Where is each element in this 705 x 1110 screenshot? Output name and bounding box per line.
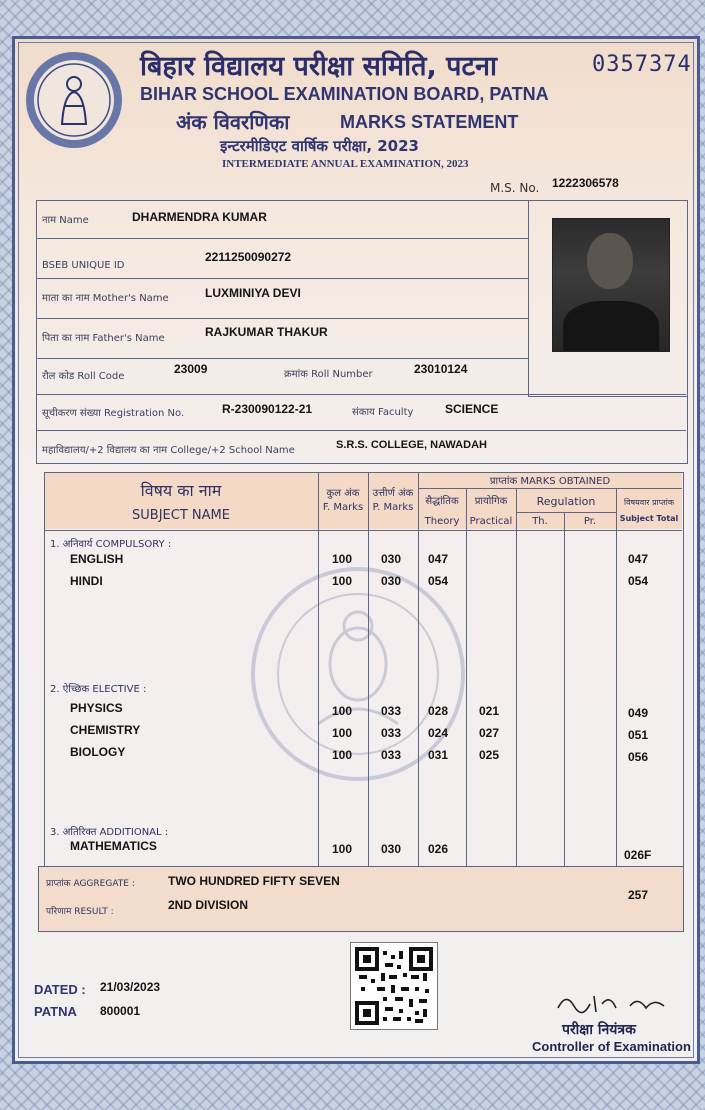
subject-name: PHYSICS <box>70 701 123 715</box>
father-name: RAJKUMAR THAKUR <box>205 325 328 339</box>
pass-marks: 030 <box>381 552 402 566</box>
practical-marks: 027 <box>479 726 500 740</box>
faculty-label: संकाय Faculty <box>352 407 414 418</box>
theory-marks: 031 <box>428 748 449 762</box>
marks-table <box>44 472 684 868</box>
board-logo <box>24 50 124 150</box>
name-label: नाम Name <box>42 215 89 226</box>
summary-box <box>38 866 684 932</box>
serial-number: 0357374 <box>592 52 692 77</box>
result-label: परिणाम RESULT : <box>46 907 114 917</box>
roll-number: 23010124 <box>414 362 468 376</box>
student-name: DHARMENDRA KUMAR <box>132 210 267 224</box>
regulation-header: Regulation <box>536 495 596 508</box>
dated-label: DATED : <box>34 982 86 997</box>
regulation-pr-header: Pr. <box>583 516 597 527</box>
pass-marks: 033 <box>381 704 402 718</box>
roll-number-label: क्रमांक Roll Number <box>284 369 373 380</box>
result-value: 2ND DIVISION <box>168 898 249 912</box>
pass-marks: 030 <box>381 574 402 588</box>
pass-marks: 033 <box>381 726 402 740</box>
group-additional: 3. अतिरिक्त ADDITIONAL : <box>50 827 169 838</box>
marks-statement-sheet <box>12 36 700 1064</box>
group-elective: 2. ऐच्छिक ELECTIVE : <box>50 684 147 695</box>
ms-number-label: M.S. No. <box>490 181 540 195</box>
subject-total: 026F <box>624 848 652 862</box>
theory-header-hindi: सैद्धांतिक <box>425 496 459 507</box>
roll-code: 23009 <box>174 362 208 376</box>
pmarks-header-english: P. Marks <box>372 502 414 513</box>
subject-name: ENGLISH <box>70 552 124 566</box>
aggregate-label: प्राप्तांक AGGREGATE : <box>46 879 135 889</box>
full-marks: 100 <box>332 552 353 566</box>
statement-title-hindi: अंक विवरणिका <box>176 110 290 134</box>
marks-obtained-header: प्राप्तांक MARKS OBTAINED <box>489 476 611 487</box>
controller-signature <box>552 986 682 1020</box>
uid-label: BSEB UNIQUE ID <box>42 260 125 271</box>
subject-name: MATHEMATICS <box>70 839 157 853</box>
pass-marks: 033 <box>381 748 402 762</box>
fmarks-header-english: F. Marks <box>322 502 364 513</box>
registration-label: सूचीकरण संख्या Registration No. <box>42 408 185 419</box>
pass-marks: 030 <box>381 842 402 856</box>
subject-total: 049 <box>628 706 649 720</box>
subject-name: CHEMISTRY <box>70 723 141 737</box>
subject-name: BIOLOGY <box>70 745 126 759</box>
mother-label: माता का नाम Mother's Name <box>42 293 169 304</box>
uid-value: 2211250090272 <box>205 250 292 264</box>
statement-title-english: MARKS STATEMENT <box>340 112 519 132</box>
subject-total: 054 <box>628 574 649 588</box>
total-header-hindi: विषयवार प्राप्तांक <box>624 498 674 507</box>
theory-marks: 028 <box>428 704 449 718</box>
pmarks-header-hindi: उत्तीर्ण अंक <box>372 488 414 499</box>
subject-total: 047 <box>628 552 649 566</box>
practical-marks: 025 <box>479 748 500 762</box>
full-marks: 100 <box>332 842 353 856</box>
fmarks-header-hindi: कुल अंक <box>326 488 360 499</box>
place-code: 800001 <box>100 1004 141 1018</box>
theory-marks: 024 <box>428 726 449 740</box>
qr-code <box>350 942 438 1030</box>
student-photo <box>552 218 670 352</box>
exam-name-english: INTERMEDIATE ANNUAL EXAMINATION, 2023 <box>222 158 469 170</box>
practical-marks: 021 <box>479 704 500 718</box>
college-name: S.R.S. COLLEGE, NAWADAH <box>336 439 487 451</box>
registration-number: R-230090122-21 <box>222 402 313 416</box>
controller-title-english: Controller of Examination <box>532 1039 691 1054</box>
controller-title-hindi: परीक्षा नियंत्रक <box>562 1022 636 1038</box>
practical-header-hindi: प्रायोगिक <box>474 496 508 507</box>
qr-code-pattern <box>351 943 437 1029</box>
father-label: पिता का नाम Father's Name <box>42 333 165 344</box>
theory-marks: 047 <box>428 552 449 566</box>
full-marks: 100 <box>332 704 353 718</box>
ms-number: 1222306578 <box>552 176 619 190</box>
group-compulsory: 1. अनिवार्य COMPULSORY : <box>50 539 172 550</box>
subject-total: 051 <box>628 728 649 742</box>
full-marks: 100 <box>332 726 353 740</box>
exam-name-hindi: इन्टरमीडिएट वार्षिक परीक्षा, 2023 <box>220 137 419 155</box>
place-label: PATNA <box>34 1004 77 1019</box>
full-marks: 100 <box>332 748 353 762</box>
theory-marks: 054 <box>428 574 449 588</box>
college-label: महाविद्यालय/+2 विद्यालय का नाम College/+2 School Name <box>42 445 295 456</box>
practical-header-english: Practical <box>469 516 513 527</box>
total-header-english: Subject Total <box>619 514 679 523</box>
aggregate-total: 257 <box>628 888 649 902</box>
mother-name: LUXMINIYA DEVI <box>205 286 301 300</box>
regulation-th-header: Th. <box>532 516 548 527</box>
subject-total: 056 <box>628 750 649 764</box>
theory-marks: 026 <box>428 842 449 856</box>
subject-header-english: SUBJECT NAME <box>132 508 230 523</box>
faculty-value: SCIENCE <box>445 402 499 416</box>
full-marks: 100 <box>332 574 353 588</box>
theory-header-english: Theory <box>424 516 460 527</box>
dated-value: 21/03/2023 <box>100 980 161 994</box>
board-name-hindi: बिहार विद्यालय परीक्षा समिति, पटना <box>140 51 498 82</box>
subject-name: HINDI <box>70 574 103 588</box>
roll-code-label: रौल कोड Roll Code <box>42 371 125 382</box>
board-name-english: BIHAR SCHOOL EXAMINATION BOARD, PATNA <box>140 84 549 104</box>
subject-header-hindi: विषय का नाम <box>140 481 222 500</box>
aggregate-words: TWO HUNDRED FIFTY SEVEN <box>168 874 340 888</box>
